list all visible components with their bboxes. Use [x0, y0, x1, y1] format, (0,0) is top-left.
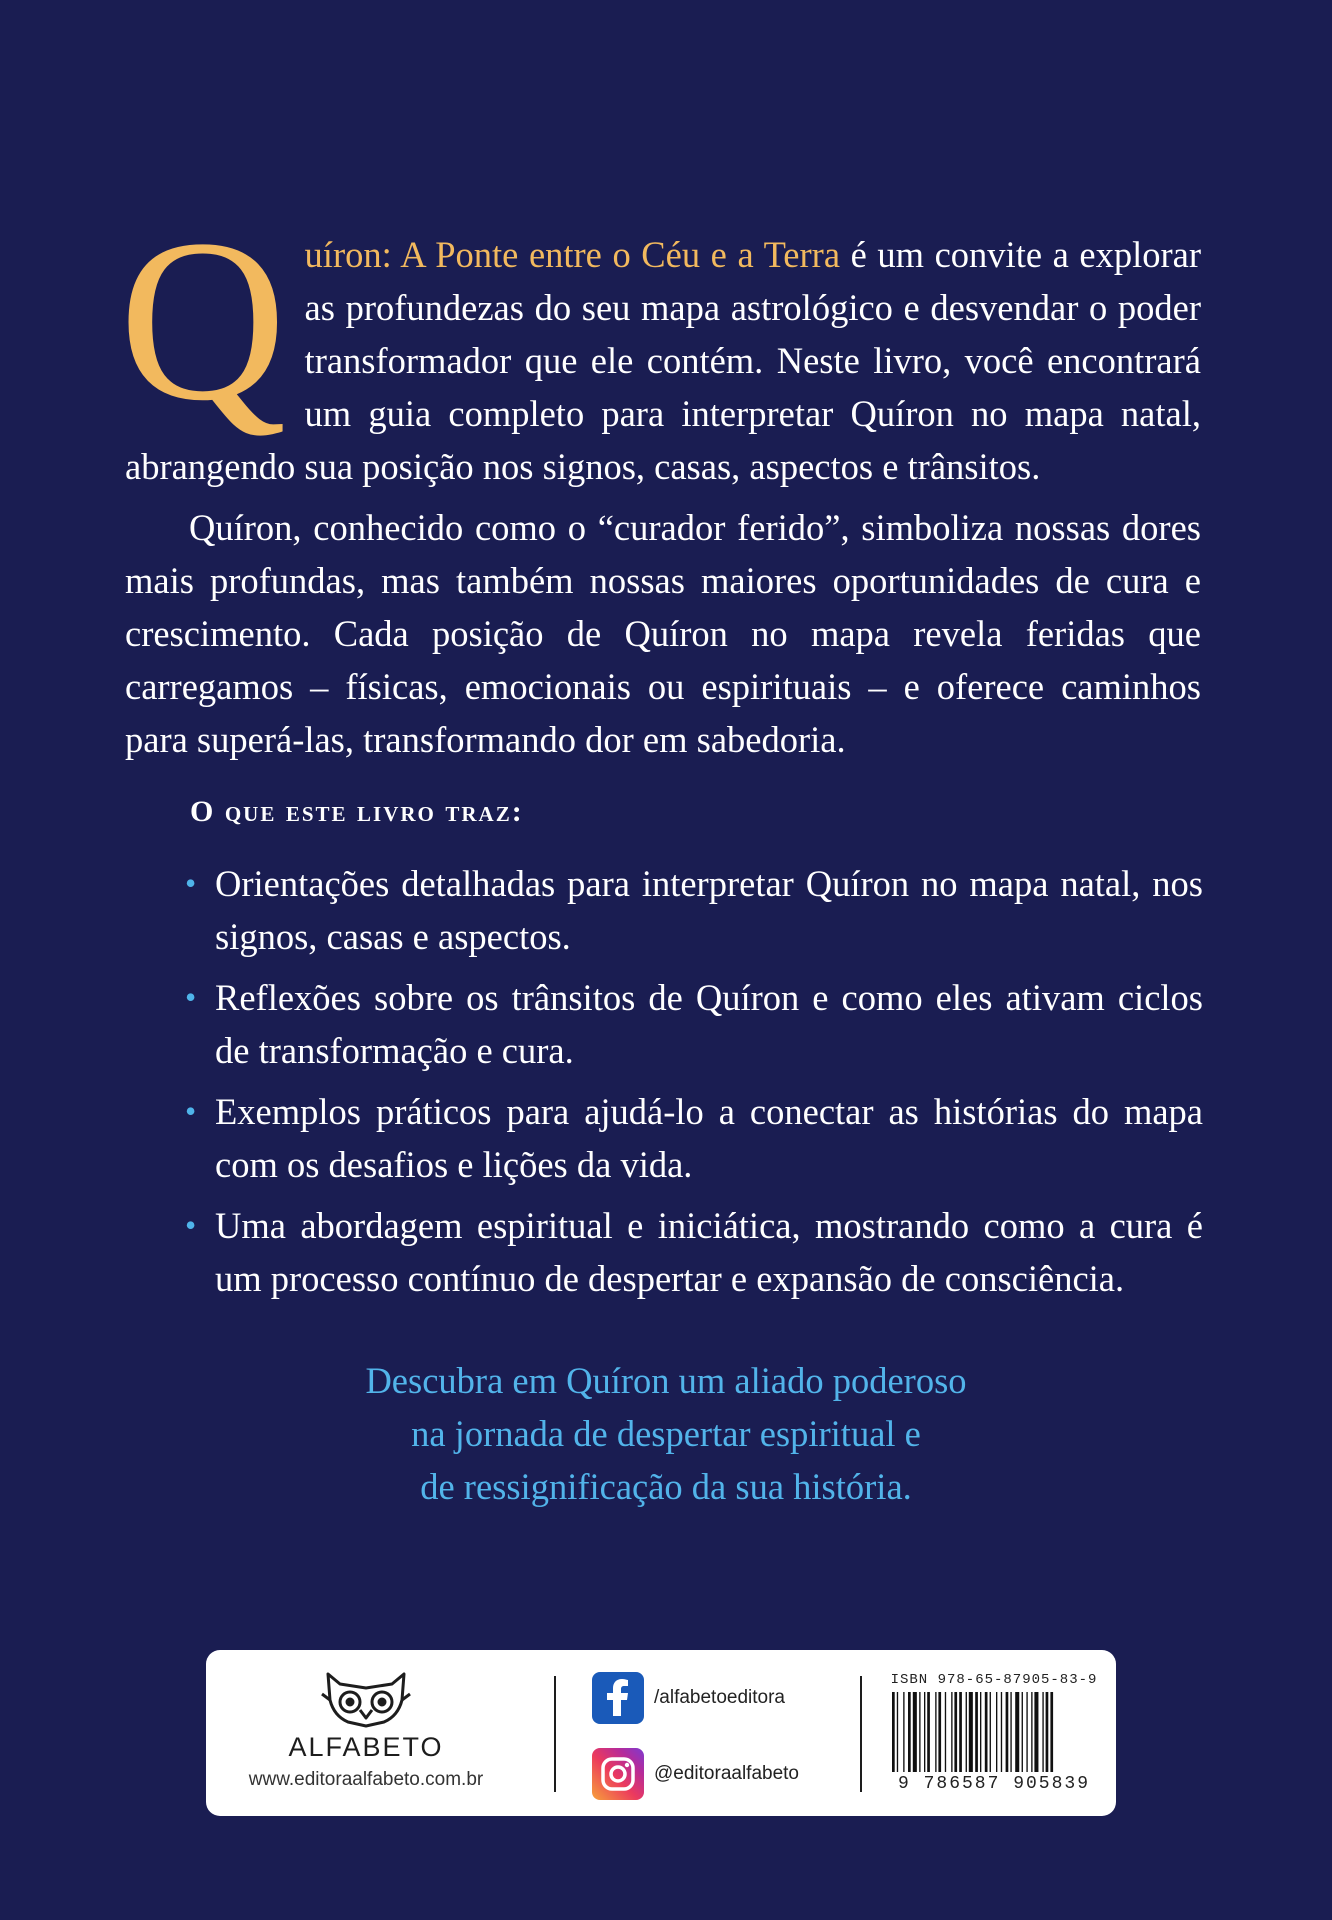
publisher-logo — [236, 1670, 496, 1800]
feature-text: Orientações detalhadas para interpretar Quíron no mapa natal, nos signos, casas e aspectos. — [215, 863, 1203, 957]
instagram-icon — [592, 1748, 644, 1800]
bullet-icon: • — [185, 865, 197, 901]
barcode-icon — [890, 1692, 1098, 1772]
section-heading: O que este livro traz: — [190, 795, 524, 828]
bullet-icon: • — [185, 1207, 197, 1243]
book-title: uíron: A Ponte entre o Céu e a Terra — [304, 234, 841, 275]
drop-cap: Q — [119, 192, 287, 449]
publisher-website[interactable]: www.editoraalfabeto.com.br — [248, 1769, 484, 1790]
instagram-handle: @editoraalfabeto — [654, 1763, 799, 1784]
facebook-link[interactable] — [592, 1672, 832, 1724]
feature-item — [185, 971, 1203, 1077]
facebook-handle: /alfabetoeditora — [654, 1687, 785, 1708]
intro-paragraph-1 — [119, 192, 1201, 493]
feature-item — [185, 857, 1203, 963]
closing-statement — [240, 1354, 1092, 1513]
social-links — [592, 1672, 832, 1824]
owl-logo-icon — [320, 1670, 412, 1728]
feature-text: Exemplos práticos para ajudá-lo a conectar as histórias do mapa com os desafios e lições da vida. — [215, 1091, 1203, 1185]
publisher-card — [206, 1650, 1116, 1816]
publisher-name: ALFABETO — [288, 1732, 444, 1762]
feature-item — [185, 1199, 1203, 1305]
intro-paragraph-2: Quíron, conhecido como o “curador ferido”, simboliza nossas dores mais profundas, mas também nossas maiores oportunidades de cura e crescimento. Cada posição de Quíron no mapa revela feridas que carregamos – físicas, emocionais ou espirituais – e oferece caminhos para superá-las, transformando dor em sabedoria. — [125, 507, 1201, 760]
feature-text: Reflexões sobre os trânsitos de Quíron e como eles ativam ciclos de transformação e cura. — [215, 977, 1203, 1071]
bullet-icon: • — [185, 979, 197, 1015]
facebook-icon — [592, 1672, 644, 1724]
divider — [860, 1676, 862, 1792]
intro-paragraph-1-text: é um convite a explorar as profundezas do seu mapa astrológico e desvendar o poder transformador que ele contém. Neste livro, você encontrará um guia completo para interpretar Quíron no mapa natal, abrangendo sua posição nos signos, casas, aspectos e trânsitos. — [125, 234, 1201, 487]
divider — [554, 1676, 556, 1792]
closing-line-1: Descubra em Quíron um aliado poderoso — [365, 1360, 967, 1401]
feature-text: Uma abordagem espiritual e iniciática, mostrando como a cura é um processo contínuo de despertar e expansão de consciência. — [215, 1205, 1203, 1299]
feature-item — [185, 1085, 1203, 1191]
closing-line-2: na jornada de despertar espiritual e — [411, 1413, 921, 1454]
isbn-number: 9 786587 905839 — [897, 1774, 1091, 1794]
intro-text — [119, 192, 1201, 766]
instagram-link[interactable] — [592, 1748, 832, 1800]
isbn-block — [890, 1672, 1098, 1794]
closing-line-3: de ressignificação da sua história. — [420, 1466, 912, 1507]
feature-list — [185, 857, 1203, 1313]
isbn-label: ISBN 978-65-87905-83-9 — [890, 1672, 1098, 1688]
bullet-icon: • — [185, 1093, 197, 1129]
